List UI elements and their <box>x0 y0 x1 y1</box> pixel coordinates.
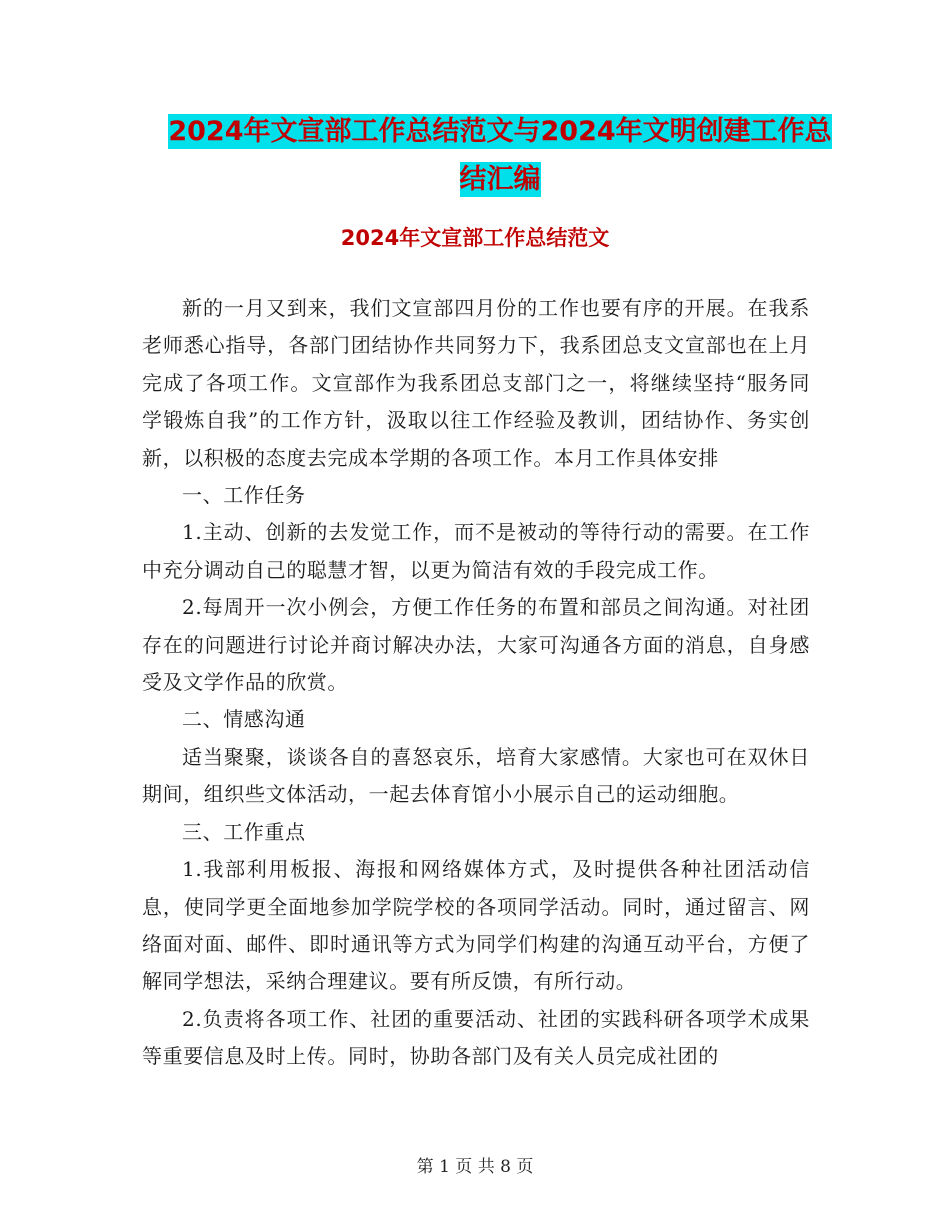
section-heading: 二、情感沟通 <box>182 707 306 732</box>
page-footer: 第 1 页 共 8 页 <box>416 1157 534 1177</box>
document-body <box>142 290 810 1076</box>
paragraph: 适当聚聚，谈谈各自的喜怒哀乐，培育大家感情。大家也可在双休日期间，组织些文体活动，一起去体育馆小小展示自己的运动细胞。 <box>142 744 810 807</box>
paragraph: 2.每周开一次小例会，方便工作任务的布置和部员之间沟通。对社团存在的问题进行讨论并商讨解决办法，大家可沟通各方面的消息，自身感受及文学作品的欣赏。 <box>142 595 810 695</box>
section-heading: 三、工作重点 <box>182 819 306 844</box>
paragraph: 新的一月又到来，我们文宣部四月份的工作也要有序的开展。在我系老师悉心指导，各部门团结协作共同努力下，我系团总支文宣部也在上月完成了各项工作。文宣部作为我系团总支部门之一，将继续坚持“服务同学锻炼自我”的工作方针，汲取以往工作经验及教训，团结协作、务实创新，以积极的态度去完成本学期的各项工作。本月工作具体安排 <box>142 296 810 470</box>
paragraph: 2.负责将各项工作、社团的重要活动、社团的实践科研各项学术成果等重要信息及时上传。同时，协助各部门及有关人员完成社团的 <box>142 1006 810 1069</box>
title-line-1: 2024年文宣部工作总结范文与2024年文明创建工作总 <box>168 116 832 147</box>
document-title <box>120 108 880 204</box>
paragraph: 1.我部利用板报、海报和网络媒体方式，及时提供各种社团活动信息，使同学更全面地参加学院学校的各项同学活动。同时，通过留言、网络面对面、邮件、即时通讯等方式为同学们构建的沟通互动平台，方便了解同学想法，采纳合理建议。要有所反馈，有所行动。 <box>142 857 810 994</box>
title-line-2: 结汇编 <box>459 164 541 195</box>
section-heading: 一、工作任务 <box>182 483 306 508</box>
paragraph: 1.主动、创新的去发觉工作，而不是被动的等待行动的需要。在工作中充分调动自己的聪慧才智，以更为简洁有效的手段完成工作。 <box>142 520 810 582</box>
section-title: 2024年文宣部工作总结范文 <box>340 226 610 250</box>
